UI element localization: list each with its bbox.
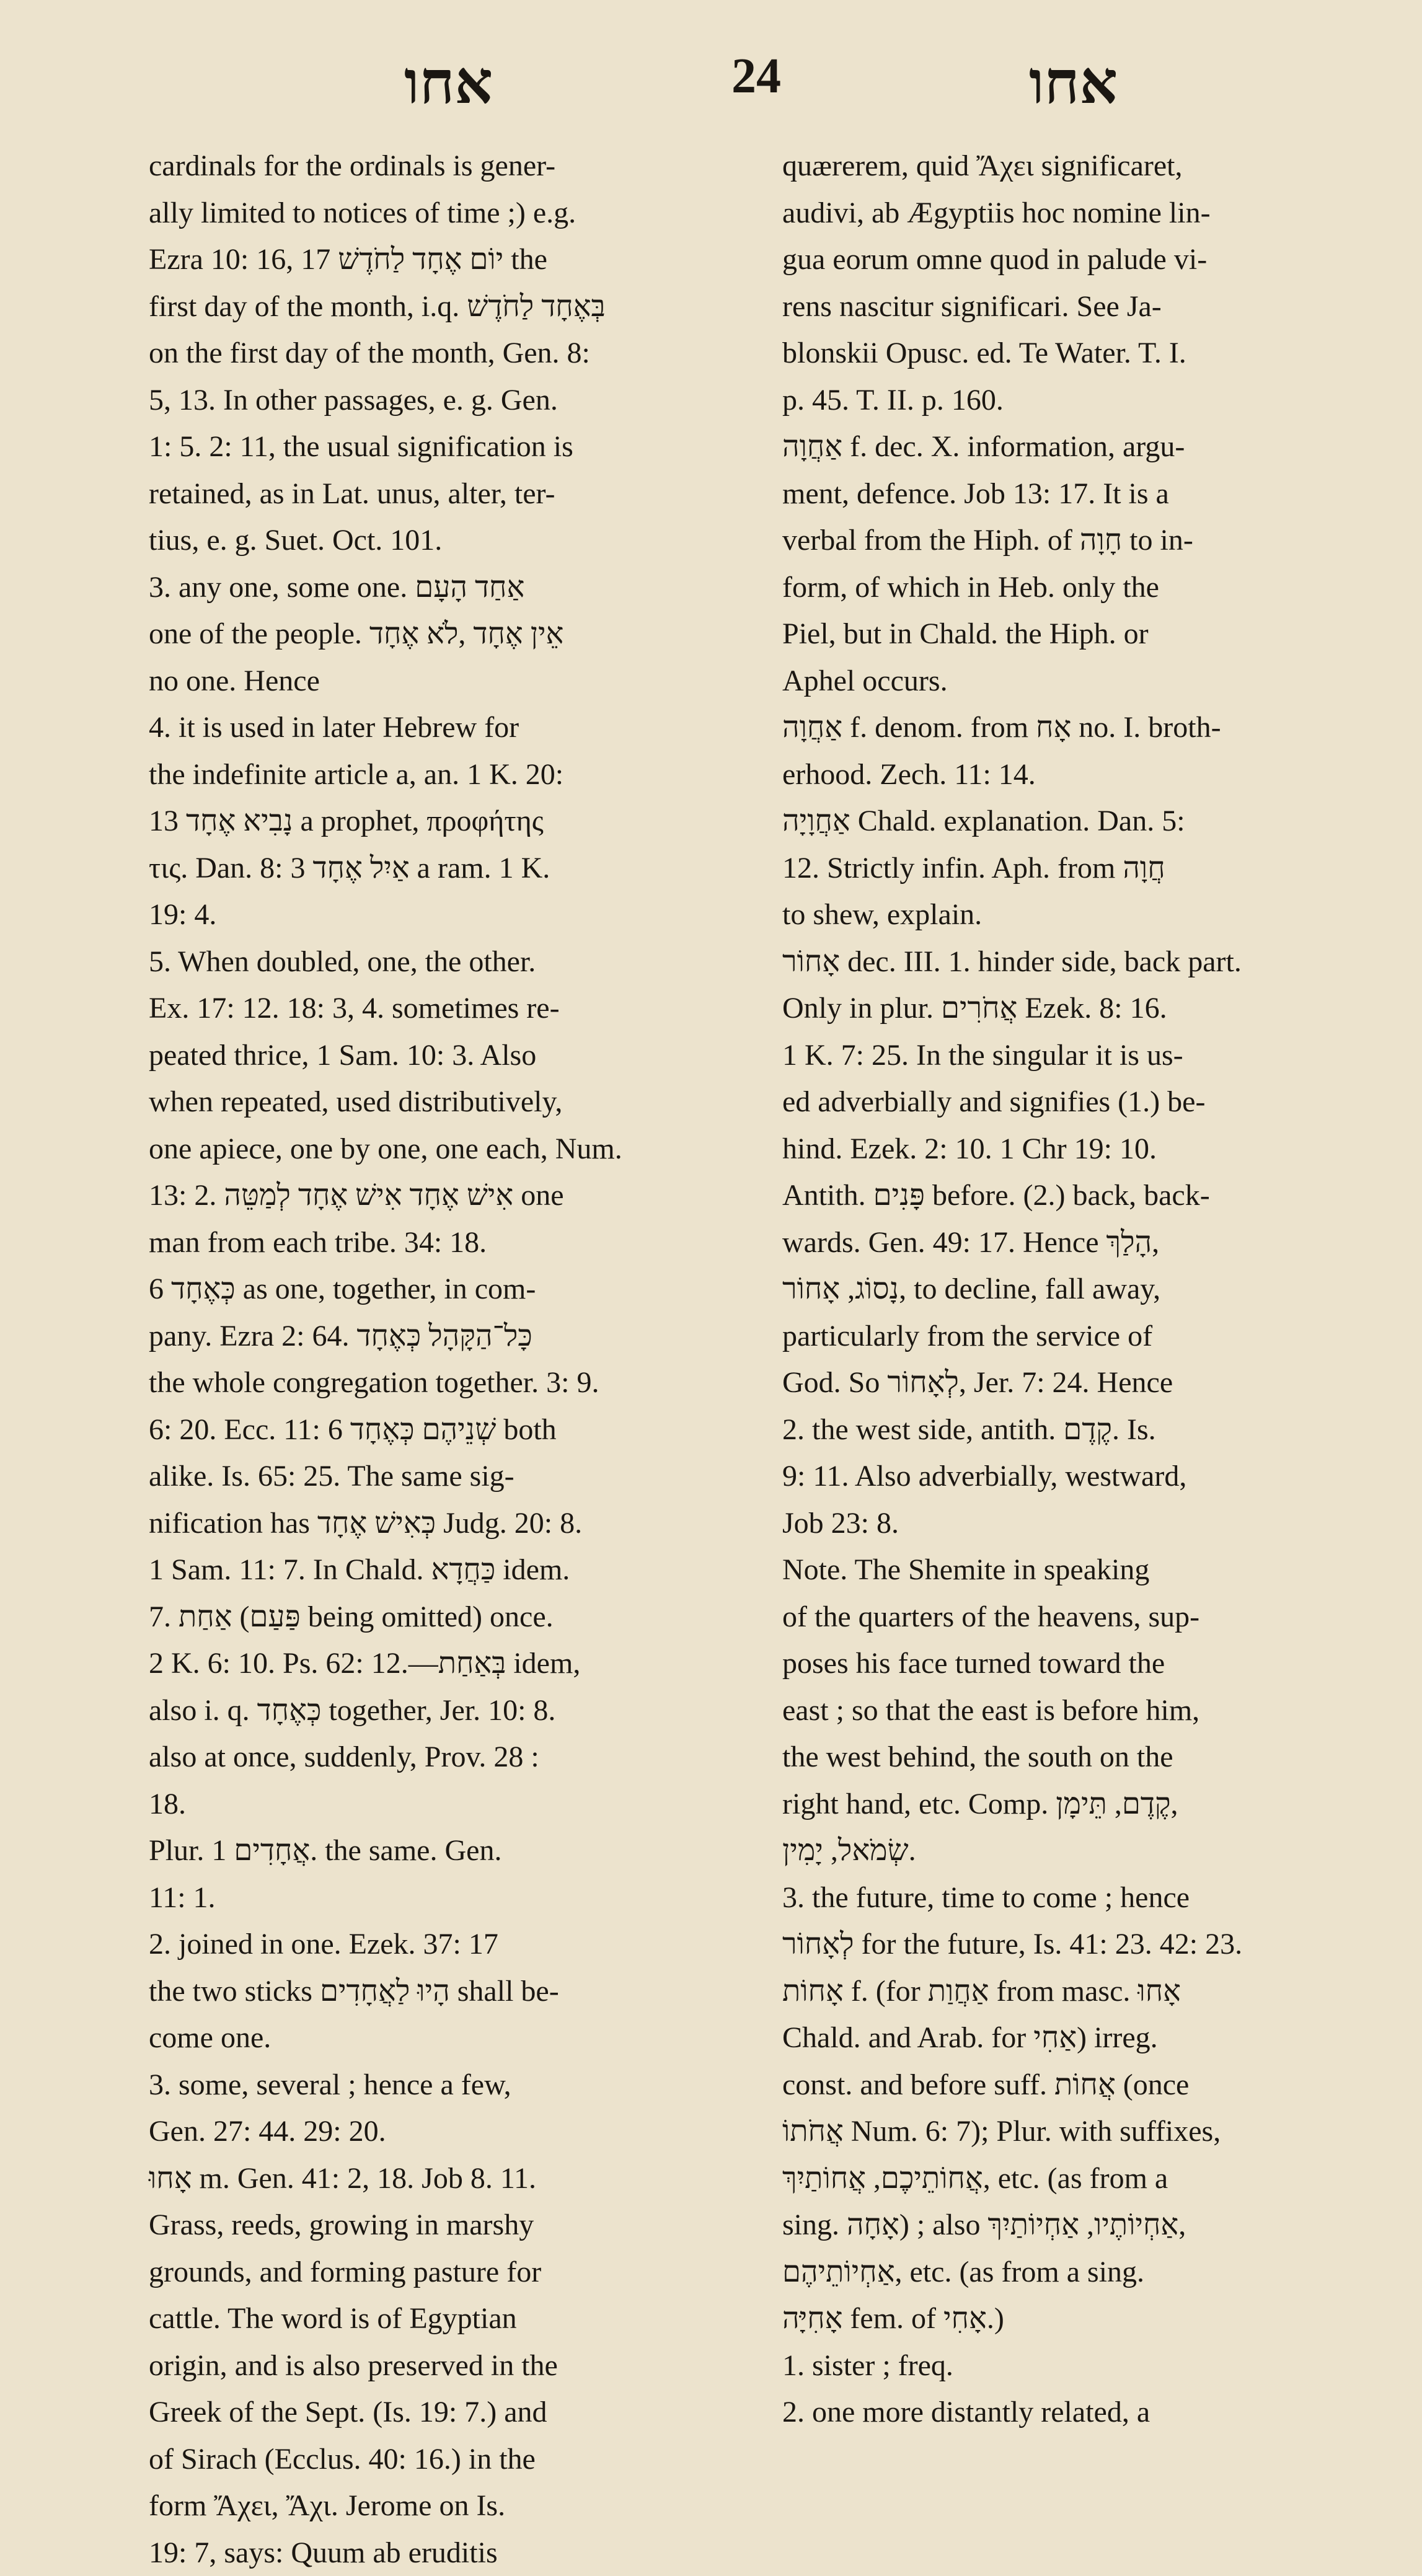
text-line: 3. the future, time to come ; hence (782, 1874, 1422, 1921)
text-line: אָחוֹר dec. III. 1. hinder side, back part. (782, 938, 1422, 986)
text-line: Plur. אֲחָדִים 1. the same. Gen. (149, 1827, 754, 1874)
text-line: retained, as in Lat. unus, alter, ter- (149, 470, 754, 518)
text-line: לְאָחוֹר for the future, Is. 41: 23. 42: 23. (782, 1921, 1422, 1968)
text-line: Gen. 27: 44. 29: 20. (149, 2108, 754, 2155)
text-line: 13: 2. אִישׁ אֶחָד אִישׁ אֶחָד לְמַטֵּה one (149, 1172, 754, 1219)
text-line: first day of the month, i.q. בְּאֶחָד לַחֹדֶשׁ (149, 283, 754, 330)
text-line: 2. one more distantly related, a (782, 2389, 1422, 2436)
text-line: 1 Sam. 11: 7. In Chald. כַּחֲדָא idem. (149, 1546, 754, 1594)
text-line: 6: 20. Ecc. 11: 6 שְׁנֵיהֶם כְּאֶחָד both (149, 1406, 754, 1453)
text-line: Ex. 17: 12. 18: 3, 4. sometimes re- (149, 985, 754, 1032)
text-line: origin, and is also preserved in the (149, 2342, 754, 2389)
text-line: 2. joined in one. Ezek. 37: 17 (149, 1921, 754, 1968)
text-line: the whole congregation together. 3: 9. (149, 1359, 754, 1406)
text-line: blonskii Opusc. ed. Te Water. T. I. (782, 330, 1422, 377)
text-line: east ; so that the east is before him, (782, 1687, 1422, 1734)
text-line: when repeated, used distributively, (149, 1078, 754, 1126)
text-line: also at once, suddenly, Prov. 28 : (149, 1734, 754, 1781)
text-line: one of the people. אֵין אֶחָד ,לֹא אֶחָד (149, 611, 754, 658)
text-line: 19: 4. (149, 891, 754, 938)
text-line: the indefinite article a, an. 1 K. 20: (149, 751, 754, 798)
text-line: Greek of the Sept. (Is. 19: 7.) and (149, 2389, 754, 2436)
text-line: wards. Gen. 49: 17. Hence הָלַךְ, (782, 1219, 1422, 1266)
text-line: cattle. The word is of Egyptian (149, 2295, 754, 2342)
text-line: Note. The Shemite in speaking (782, 1546, 1422, 1594)
text-line: Grass, reeds, growing in marshy (149, 2202, 754, 2249)
text-line: particularly from the service of (782, 1313, 1422, 1360)
text-line: 5. When doubled, one, the other. (149, 938, 754, 986)
text-line: 11: 1. (149, 1874, 754, 1921)
text-line: erhood. Zech. 11: 14. (782, 751, 1422, 798)
text-line: gua eorum omne quod in palude vi- (782, 236, 1422, 283)
text-line: אָחִיָּה fem. of אָחִי.) (782, 2295, 1422, 2342)
text-line: nification has כְּאִישׁ אֶחָד Judg. 20: 8. (149, 1500, 754, 1547)
text-line: const. and before suff. אֲחוֹת (once (782, 2062, 1422, 2109)
right-column (782, 143, 1422, 2436)
text-line: אָחוֹת f. (for אַחֲוַת from masc. אָחוּ (782, 1968, 1422, 2015)
text-line: 13 נָבִיא אֶחָד a prophet, προφήτης (149, 798, 754, 845)
text-line: p. 45. T. II. p. 160. (782, 377, 1422, 424)
text-line: Only in plur. אֲחֹרִים Ezek. 8: 16. (782, 985, 1422, 1032)
text-line: 9: 11. Also adverbially, westward, (782, 1453, 1422, 1500)
text-line: grounds, and forming pasture for (149, 2249, 754, 2296)
text-line: man from each tribe. 34: 18. (149, 1219, 754, 1266)
text-line: also i. q. כְּאֶחָד together, Jer. 10: 8. (149, 1687, 754, 1734)
text-line: Chald. and Arab. for אַחִי) irreg. (782, 2014, 1422, 2062)
text-line: poses his face turned toward the (782, 1640, 1422, 1687)
text-line: verbal from the Hiph. of חָוָה to in- (782, 517, 1422, 564)
text-line: Ezra 10: 16, 17 יוֹם אֶחָד לַחֹדֶשׁ the (149, 236, 754, 283)
text-line: אָחוּ m. Gen. 41: 2, 18. Job 8. 11. (149, 2155, 754, 2202)
right-running-headword: אחו (1029, 48, 1118, 117)
text-line: God. So לְאָחוֹר, Jer. 7: 24. Hence (782, 1359, 1422, 1406)
left-running-headword: אחו (404, 48, 493, 117)
text-line: שְׂמֹאל, יָמִין. (782, 1827, 1422, 1874)
text-line: cardinals for the ordinals is gener- (149, 143, 754, 190)
page-header (0, 43, 1422, 112)
text-line: form, of which in Heb. only the (782, 564, 1422, 611)
text-line: 6 כְּאֶחָד as one, together, in com- (149, 1266, 754, 1313)
text-line: אֲחֹתוֹ Num. 6: 7); Plur. with suffixes, (782, 2108, 1422, 2155)
text-line: no one. Hence (149, 658, 754, 705)
text-line: 1 K. 7: 25. In the singular it is us- (782, 1032, 1422, 1079)
text-line: the two sticks הָיוּ לַאֲחָדִים shall be- (149, 1968, 754, 2015)
text-line: form Ἄχει, Ἄχι. Jerome on Is. (149, 2482, 754, 2530)
text-line: tius, e. g. Suet. Oct. 101. (149, 517, 754, 564)
text-line: נָסוֹג, אָחוֹר, to decline, fall away, (782, 1266, 1422, 1313)
text-line: right hand, etc. Comp. קֶדֶם, תֵּימָן, (782, 1781, 1422, 1828)
text-line: 18. (149, 1781, 754, 1828)
page-number: 24 (731, 48, 781, 105)
text-line: 2. the west side, antith. קֶדֶם. Is. (782, 1406, 1422, 1453)
text-line: 3. any one, some one. אַחַד הָעָם (149, 564, 754, 611)
text-line: 19: 7, says: Quum ab eruditis (149, 2530, 754, 2576)
text-line: come one. (149, 2014, 754, 2062)
text-line: the west behind, the south on the (782, 1734, 1422, 1781)
text-line: on the first day of the month, Gen. 8: (149, 330, 754, 377)
text-line: rens nascitur significari. See Ja- (782, 283, 1422, 330)
text-line: Piel, but in Chald. the Hiph. or (782, 611, 1422, 658)
text-line: τις. Dan. 8: 3 אַיִל אֶחָד a ram. 1 K. (149, 845, 754, 892)
text-line: quærerem, quid Ἄχει significaret, (782, 143, 1422, 190)
text-line: 3. some, several ; hence a few, (149, 2062, 754, 2109)
text-line: 5, 13. In other passages, e. g. Gen. (149, 377, 754, 424)
text-line: Job 23: 8. (782, 1500, 1422, 1547)
text-line: אַחֲוָה f. dec. X. information, argu- (782, 423, 1422, 470)
text-line: audivi, ab Ægyptiis hoc nomine lin- (782, 190, 1422, 237)
text-line: 7. אַחַת (פַּעַם being omitted) once. (149, 1594, 754, 1641)
text-line: Aphel occurs. (782, 658, 1422, 705)
text-line: אֲחוֹתֵיכֶם, אֲחוֹתַיִךְ, etc. (as from a (782, 2155, 1422, 2202)
text-line: one apiece, one by one, one each, Num. (149, 1126, 754, 1173)
text-line: ally limited to notices of time ;) e.g. (149, 190, 754, 237)
text-line: 12. Strictly infin. Aph. from חֲוָה (782, 845, 1422, 892)
text-line: 2 K. 6: 10. Ps. 62: 12.—בְּאַחַת idem, (149, 1640, 754, 1687)
left-column (149, 143, 754, 2576)
text-line: 1. sister ; freq. (782, 2342, 1422, 2389)
text-line: אַחְיוֹתֵיהֶם, etc. (as from a sing. (782, 2249, 1422, 2296)
text-line: to shew, explain. (782, 891, 1422, 938)
text-line: Antith. פָּנִים before. (2.) back, back- (782, 1172, 1422, 1219)
text-line: אַחֲוָיָה Chald. explanation. Dan. 5: (782, 798, 1422, 845)
text-line: sing. אָחָה) ; also אַחְיוֹתֶיו, אַחְיוֹתַיִךְ, (782, 2202, 1422, 2249)
text-line: אַחֲוָה f. denom. from אָח no. I. broth- (782, 704, 1422, 751)
text-line: pany. Ezra 2: 64. כָּל־הַקָּהָל כְּאֶחָד (149, 1313, 754, 1360)
text-line: hind. Ezek. 2: 10. 1 Chr 19: 10. (782, 1126, 1422, 1173)
text-line: of Sirach (Ecclus. 40: 16.) in the (149, 2436, 754, 2483)
text-line: 4. it is used in later Hebrew for (149, 704, 754, 751)
text-line: peated thrice, 1 Sam. 10: 3. Also (149, 1032, 754, 1079)
text-line: alike. Is. 65: 25. The same sig- (149, 1453, 754, 1500)
text-line: ment, defence. Job 13: 17. It is a (782, 470, 1422, 518)
text-line: of the quarters of the heavens, sup- (782, 1594, 1422, 1641)
text-line: 1: 5. 2: 11, the usual signification is (149, 423, 754, 470)
text-line: ed adverbially and signifies (1.) be- (782, 1078, 1422, 1126)
